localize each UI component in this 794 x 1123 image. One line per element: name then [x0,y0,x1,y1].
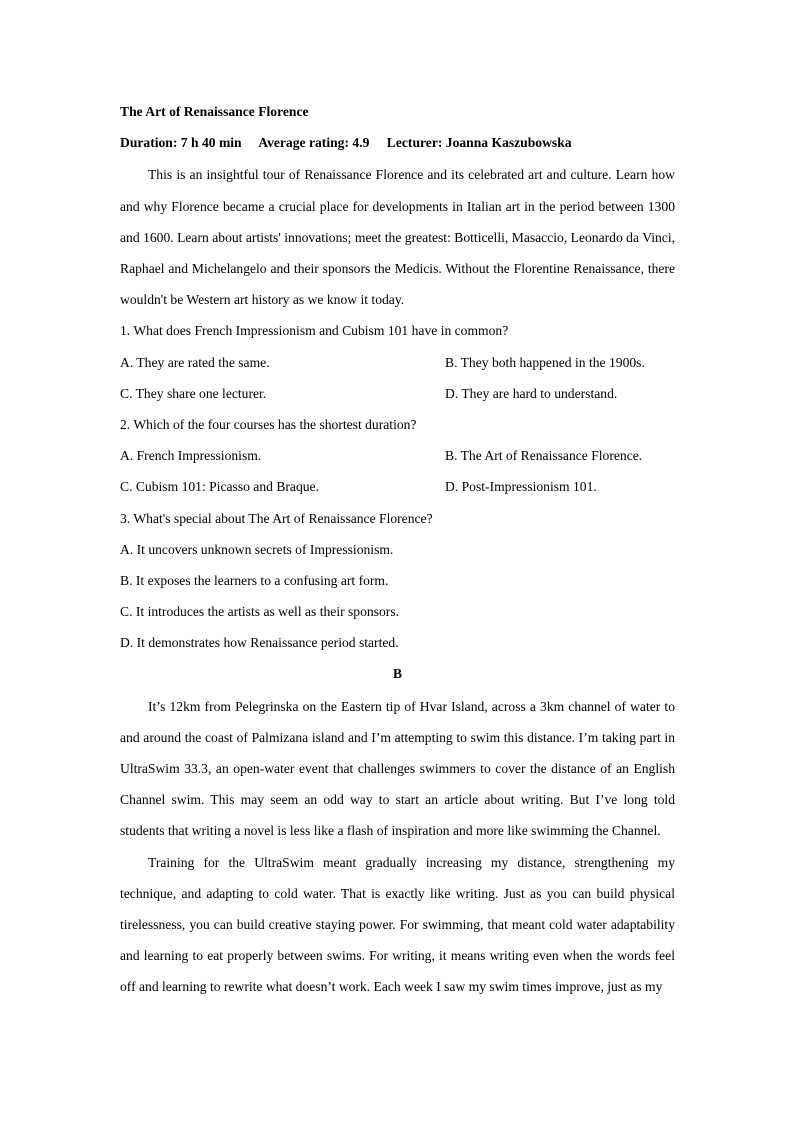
question-3-option-a: A. It uncovers unknown secrets of Impressionism. [120,541,394,557]
question-1: 1. What does French Impressionism and Cubism 101 have in common? [120,323,509,339]
question-1-option-b: B. They both happened in the 1900s. [445,354,645,370]
question-2-option-c: C. Cubism 101: Picasso and Braque. [120,479,319,495]
course-description: This is an insightful tour of Renaissance Florence and its celebrated art and culture. Learn how and why Florence became a crucial place for developments in Italian art in the period between 1300 and 1600. Learn about artists' innovations; meet the greatest: Botticelli, Masaccio, Leonardo da Vinci, Raphael and Michelangelo and their sponsors the Medicis. Without the Florentine Renaissance, there wouldn't be Western art history as we know it today. [120,167,675,308]
course-rating: Average rating: 4.9 [258,135,370,151]
question-1-option-c: C. They share one lecturer. [120,385,267,401]
question-2-option-d: D. Post-Impressionism 101. [445,479,597,495]
question-3-option-b: B. It exposes the learners to a confusing art form. [120,572,389,588]
course-title: The Art of Renaissance Florence [120,104,309,119]
section-b-paragraph-1: It’s 12km from Pelegrinska on the Eastern tip of Hvar Island, across a 3km channel of water to and around the coast of Palmizana island and I’m attempting to swim this distance. I’m taking part in UltraSwim 33.3, an open-water event that challenges swimmers to cover the distance of an English Channel swim. This may seem an odd way to start an article about writing. But I’ve long told students that writing a novel is less like a flash of inspiration and more like swimming the Channel. [120,698,675,839]
document-page [120,102,675,1003]
question-2: 2. Which of the four courses has the shortest duration? [120,416,417,432]
question-1-option-d: D. They are hard to understand. [445,385,618,401]
question-1-options-row-1 [120,353,675,384]
question-3: 3. What's special about The Art of Renaissance Florence? [120,510,433,526]
question-2-options-row-2 [120,477,675,508]
section-b-heading: B [392,666,403,682]
course-duration: Duration: 7 h 40 min [120,135,242,151]
question-2-option-a: A. French Impressionism. [120,448,262,464]
question-1-options-row-2 [120,384,675,415]
question-1-option-a: A. They are rated the same. [120,354,270,370]
question-3-option-c: C. It introduces the artists as well as their sponsors. [120,604,400,620]
course-lecturer: Lecturer: Joanna Kaszubowska [386,135,572,151]
section-b-paragraph-2: Training for the UltraSwim meant gradually increasing my distance, strengthening my technique, and adapting to cold water. That is exactly like writing. Just as you can build physical tirelessness, you can build creative staying power. For swimming, that meant cold water adaptability and learning to eat properly between swims. For writing, it means writing even when the words feel off and learning to rewrite what doesn’t work. Each week I saw my swim times improve, just as my [120,854,675,995]
question-2-option-b: B. The Art of Renaissance Florence. [445,448,643,464]
question-2-options-row-1 [120,446,675,477]
question-3-option-d: D. It demonstrates how Renaissance period started. [120,635,399,651]
